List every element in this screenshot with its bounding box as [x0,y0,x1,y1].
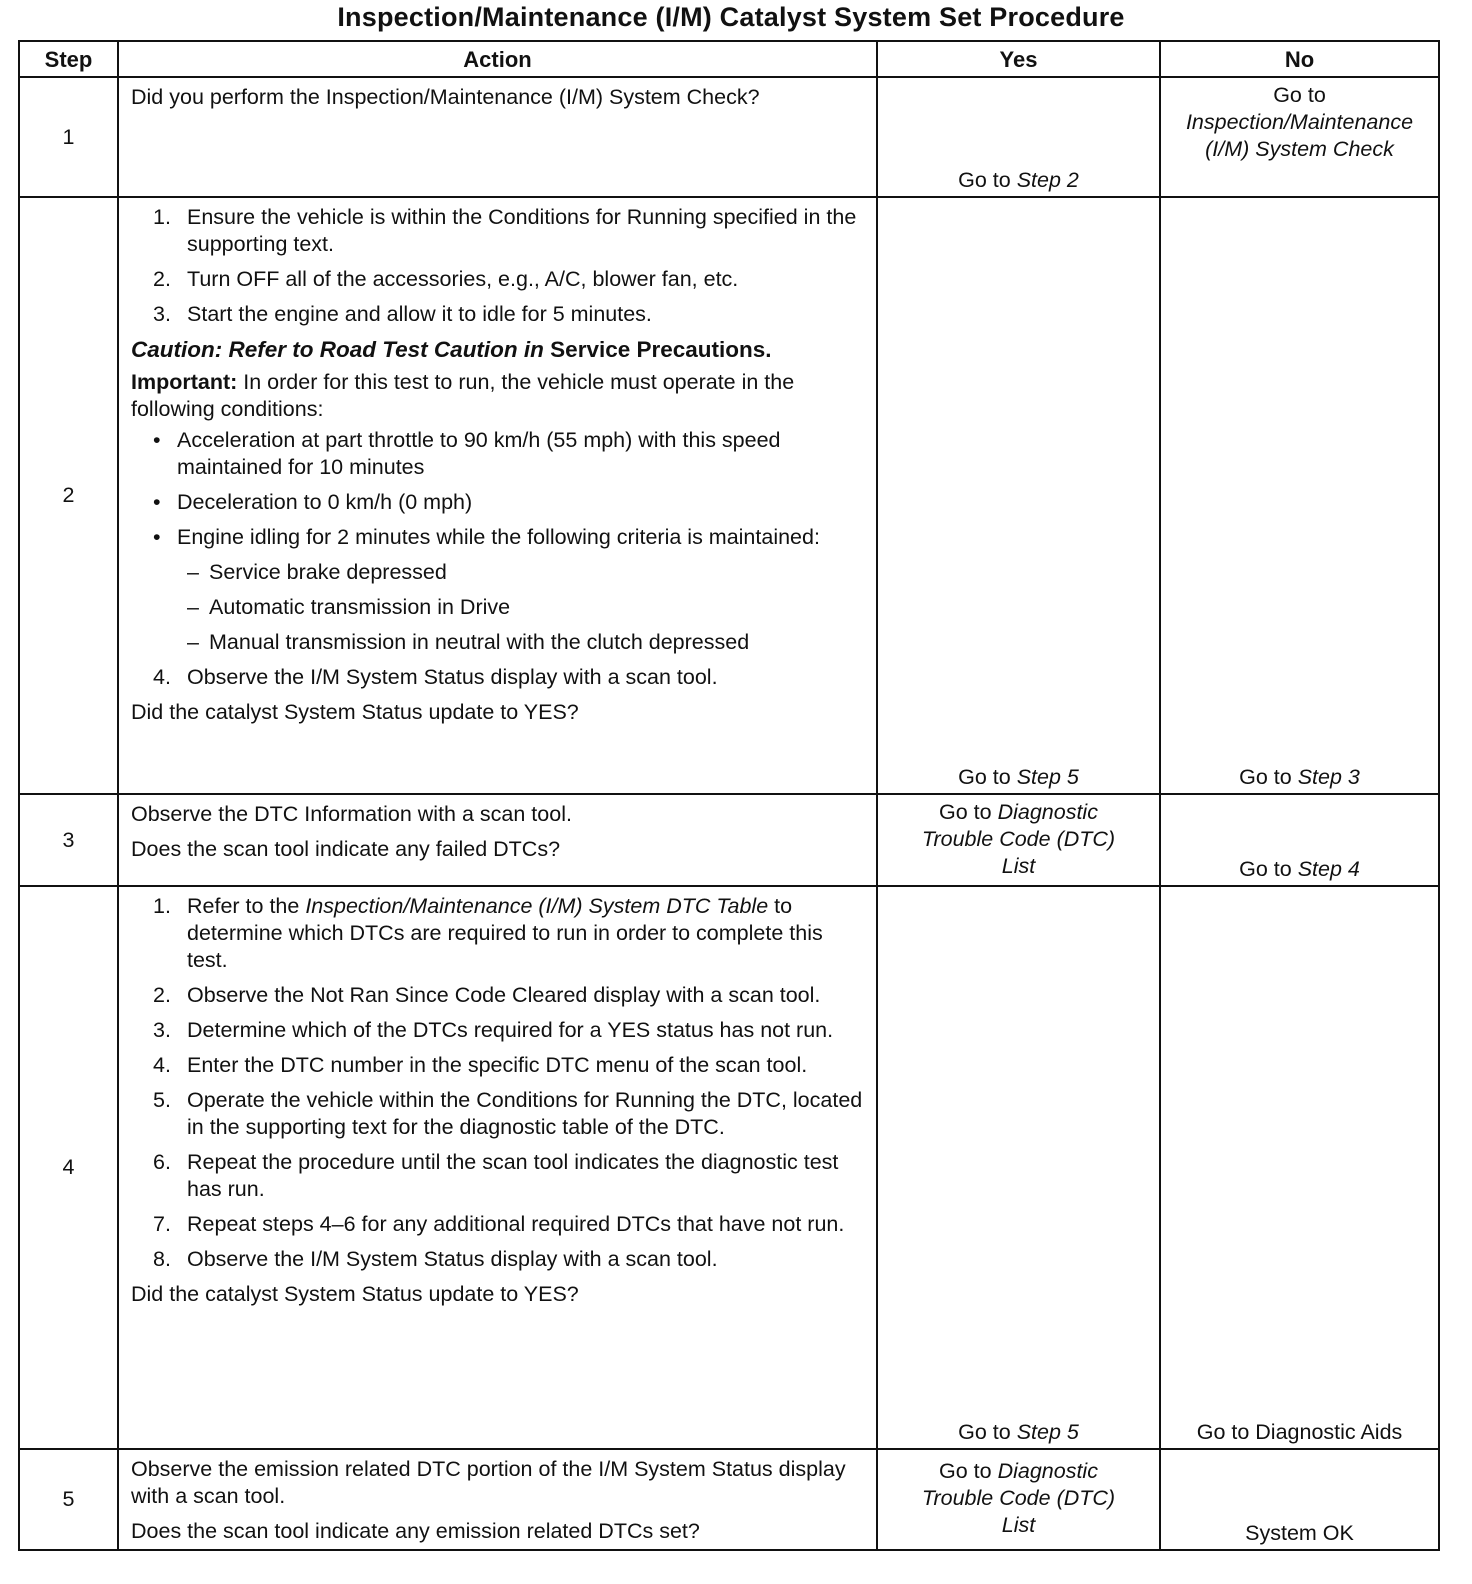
no-link-line1[interactable]: Inspection/Maintenance [1185,110,1414,134]
action-cell [118,197,877,794]
action-cell [118,77,877,197]
yes-link-line1[interactable]: Diagnostic [997,799,1098,824]
list-item: 8. Observe the I/M System Status display with a scan tool. [153,1247,718,1271]
header-step: Step [19,41,118,77]
yes-link[interactable]: Step 5 [1016,765,1079,789]
no-link[interactable]: Step 4 [1297,857,1360,881]
table-row [19,794,1439,886]
table-row [19,197,1439,794]
list-item: 4. Enter the DTC number in the specific DTC menu of the scan tool. [153,1053,808,1077]
page-title: Inspection/Maintenance (I/M) Catalyst System Set Procedure [337,2,1125,32]
dtc-table-link[interactable]: Inspection/Maintenance (I/M) System DTC Table [305,894,769,918]
yes-link-line1[interactable]: Diagnostic [997,1459,1098,1483]
action-cell [118,1449,877,1550]
action-text: Observe the DTC Information with a scan tool. [131,802,572,826]
no-link[interactable]: Step 3 [1297,765,1360,789]
yes-link-line3[interactable]: List [1001,1513,1036,1537]
yes-link[interactable]: Step 2 [1016,168,1079,192]
list-item: 1. Ensure the vehicle is within the Conditions for Running specified in the supporting text. [153,205,857,256]
no-cell [1160,886,1439,1449]
result-text: System OK [1245,1521,1354,1545]
question-text: Did the catalyst System Status update to YES? [131,700,579,724]
no-cell [1160,197,1439,794]
list-item: 6. Repeat the procedure until the scan tool indicates the diagnostic test has run. [153,1150,839,1201]
list-item: 5. Operate the vehicle within the Conditions for Running the DTC, located in the supporting text for the diagnostic table of the DTC. [153,1088,863,1139]
action-text: Observe the emission related DTC portion of the I/M System Status display with a scan tool. [131,1457,846,1508]
list-item: 3. Determine which of the DTCs required for a YES status has not run. [153,1018,834,1042]
question-text: Does the scan tool indicate any emission related DTCs set? [131,1519,700,1543]
list-item: 2. Turn OFF all of the accessories, e.g., A/C, blower fan, etc. [153,267,739,291]
list-item: 1. Refer to the Inspection/Maintenance (I/M) System DTC Table to determine which DTCs are required to run in order to complete this test. [153,894,823,972]
yes-cell [877,1449,1160,1550]
list-item: 3. Start the engine and allow it to idle for 5 minutes. [153,302,652,326]
step-number: 2 [19,197,118,794]
bullet-item: • Deceleration to 0 km/h (0 mph) [153,490,473,514]
no-prefix: Go to [1273,83,1326,107]
no-link-line2[interactable]: (I/M) System Check [1205,137,1394,161]
bullet-item: • Engine idling for 2 minutes while the following criteria is maintained: [153,525,820,549]
dash-item: – Automatic transmission in Drive [187,595,511,619]
yes-prefix: Go to [958,765,1017,789]
important-note: Important: In order for this test to run, the vehicle must operate in the following conditions: [131,370,795,421]
question-text: Does the scan tool indicate any failed DTCs? [131,837,561,861]
list-item: 7. Repeat steps 4–6 for any additional required DTCs that have not run. [153,1212,845,1236]
yes-link-line2[interactable]: Trouble Code (DTC) [921,826,1116,851]
yes-prefix: Go to [958,1420,1017,1444]
list-item: 2. Observe the Not Ran Since Code Cleared display with a scan tool. [153,983,821,1007]
question-text: Did the catalyst System Status update to YES? [131,1282,579,1306]
dash-item: – Service brake depressed [187,560,447,584]
table-row [19,1449,1439,1550]
yes-prefix: Go to [939,1459,998,1483]
no-cell [1160,794,1439,886]
no-prefix: Go to [1239,857,1298,881]
yes-cell [877,77,1160,197]
no-cell [1160,77,1439,197]
action-text: Did you perform the Inspection/Maintenance (I/M) System Check? [131,85,760,109]
table-row [19,77,1439,197]
header-action: Action [118,41,877,77]
step-number: 3 [19,794,118,886]
no-cell [1160,1449,1439,1550]
no-link[interactable]: Go to Diagnostic Aids [1196,1420,1403,1444]
yes-prefix: Go to [958,168,1017,192]
caution-note: Caution: Refer to Road Test Caution in Service Precautions. [131,337,772,362]
header-yes: Yes [877,41,1160,77]
no-prefix: Go to [1239,765,1298,789]
bullet-item: • Acceleration at part throttle to 90 km/h (55 mph) with this speed maintained for 10 minutes [153,428,781,479]
yes-prefix: Go to [939,799,998,824]
yes-cell [877,794,1160,886]
step-number: 1 [19,77,118,197]
yes-cell [877,197,1160,794]
header-no: No [1160,41,1439,77]
table-row [19,886,1439,1449]
yes-link-line3[interactable]: List [1001,853,1036,878]
step-number: 5 [19,1449,118,1550]
yes-cell [877,886,1160,1449]
dash-item: – Manual transmission in neutral with the clutch depressed [187,630,750,654]
procedure-table [18,40,1440,1551]
header-row [19,41,1439,77]
yes-link[interactable]: Step 5 [1016,1420,1079,1444]
action-cell [118,886,877,1449]
step-number: 4 [19,886,118,1449]
list-item: 4. Observe the I/M System Status display with a scan tool. [153,665,718,689]
action-cell [118,794,877,886]
yes-link-line2[interactable]: Trouble Code (DTC) [921,1486,1116,1510]
